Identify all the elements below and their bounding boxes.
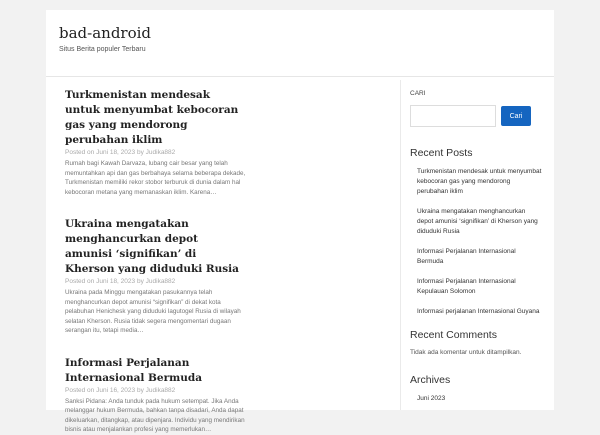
archives-widget	[410, 374, 542, 404]
recent-post-link[interactable]: Ukraina mengatakan menghancurkan depot amunisi ‘signifikan’ di Kherson yang diduduki Rusia	[417, 208, 538, 235]
recent-post-link[interactable]: Informasi Perjalanan Internasional Bermuda	[417, 248, 516, 265]
recent-post-link[interactable]: Informasi Perjalanan Internasional Kepulauan Solomon	[417, 278, 516, 295]
post-by: by	[136, 278, 144, 285]
post-date-prefix: Posted on	[65, 149, 95, 156]
post-excerpt: Ukraina pada Minggu mengatakan pasukannya telah menghancurkan depot amunisi “signifikan” di dekat kota pelabuhan Henichesk yang diduduki lagutogel Rusia di wilayah selatan Kherson. Rusia tidak segera mengomentari dugaan serangan itu, tetapi media…	[65, 289, 241, 334]
post-excerpt: Rumah bagi Kawah Darvaza, lubang cair besar yang telah memuntahkan api dan gas berbahaya selama beberapa dekade, Turkmenistan memiliki rekor stobor terburuk di dunia dalam hal kebocoran metana yang memanaskan iklim. Karena…	[65, 160, 246, 196]
page	[46, 10, 554, 433]
recent-posts-title: Recent Posts	[410, 147, 473, 159]
post-author-link[interactable]: Judika882	[145, 149, 176, 156]
post-item	[65, 217, 247, 336]
post-item	[65, 356, 247, 435]
post-meta	[65, 278, 247, 285]
recent-post-link[interactable]: Informasi perjalanan Internasional Guyana	[417, 308, 540, 315]
sidebar-separator	[400, 80, 401, 410]
search-widget	[410, 90, 542, 127]
post-date-prefix: Posted on	[65, 386, 95, 394]
post-date-link[interactable]: Juni 18, 2023	[96, 278, 136, 285]
recent-comments-widget	[410, 329, 542, 356]
archive-link[interactable]: Juni 2023	[417, 395, 446, 402]
post-by: by	[136, 149, 144, 156]
post-title-link[interactable]: Turkmenistan mendesak untuk menyumbat kebocoran gas yang mendorong perubahan iklim	[65, 89, 239, 146]
header-divider	[46, 76, 554, 77]
recent-posts-list	[410, 167, 542, 317]
post-list	[65, 88, 247, 435]
site-header	[59, 24, 151, 53]
archives-list	[410, 394, 542, 404]
recent-comments-empty-text: Tidak ada komentar untuk ditampilkan.	[410, 349, 522, 356]
post-meta	[65, 149, 247, 156]
post-author-link[interactable]: Judika882	[145, 278, 176, 285]
post-title-link[interactable]: Informasi Perjalanan Internasional Bermuda	[65, 356, 203, 384]
post-item	[65, 88, 247, 197]
search-label: CARI	[410, 90, 426, 97]
recent-comments-title: Recent Comments	[410, 329, 497, 341]
search-row	[410, 105, 542, 127]
search-input[interactable]	[410, 105, 496, 127]
recent-post-link[interactable]: Turkmenistan mendesak untuk menyumbat kebocoran gas yang mendorong perubahan iklim	[417, 168, 542, 195]
search-button[interactable]: Cari	[501, 106, 531, 126]
post-meta	[65, 387, 247, 394]
post-date-link[interactable]: Juni 16, 2023	[96, 386, 136, 394]
post-excerpt: Sanksi Pidana: Anda tunduk pada hukum setempat. Jika Anda melanggar hukum Bermuda, bahkan tanpa disadari, Anda dapat dikeluarkan, ditangkap, atau dipenjara. Individu yang mendirikan bisnis atau menjalankan profesi yang memerlukan…	[65, 397, 245, 433]
archives-title: Archives	[410, 374, 451, 386]
recent-posts-widget	[410, 147, 542, 317]
post-date-link[interactable]: Juni 18, 2023	[96, 149, 136, 156]
sidebar	[410, 90, 542, 414]
post-date-prefix: Posted on	[65, 278, 95, 285]
site-description: Situs Berita populer Terbaru	[59, 46, 146, 53]
site-title[interactable]: bad-android	[59, 24, 152, 42]
post-title-link[interactable]: Ukraina mengatakan menghancurkan depot amunisi ‘signifikan’ di Kherson yang diduduki Rusia	[65, 218, 239, 275]
post-author-link[interactable]: Judika882	[145, 386, 176, 394]
post-by: by	[136, 386, 144, 394]
